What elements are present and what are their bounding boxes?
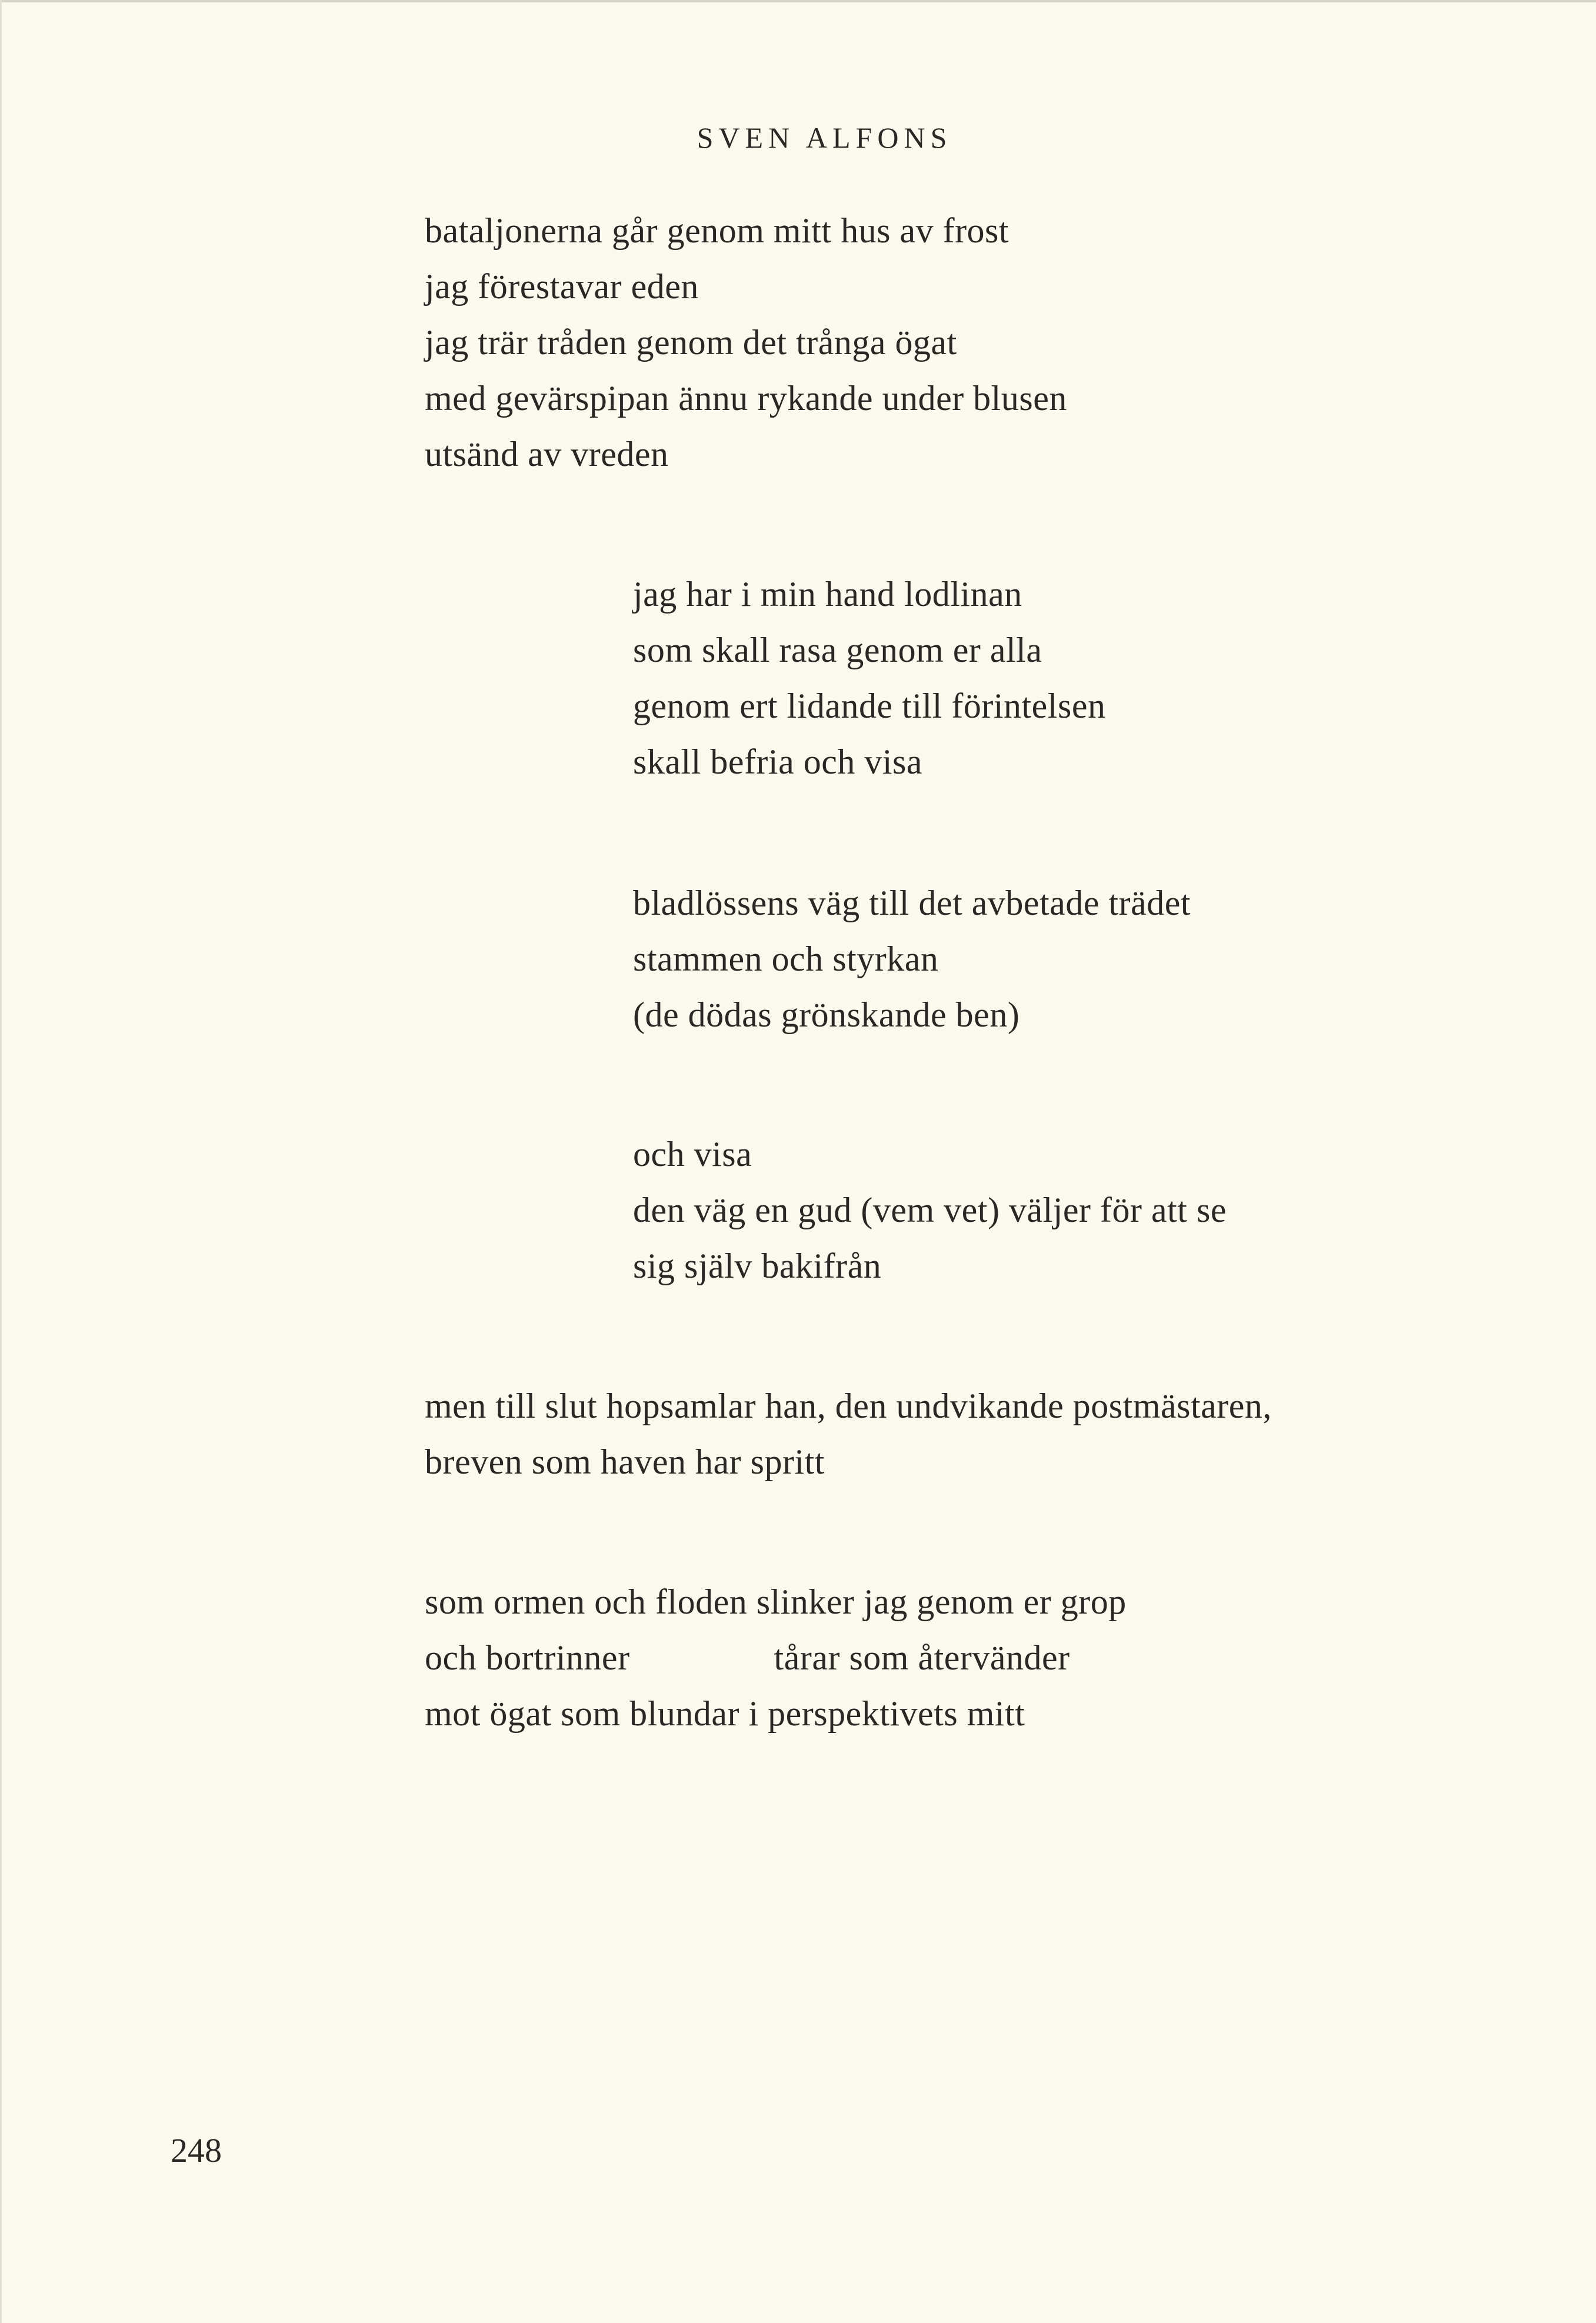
poem-line-split (425, 1640, 1070, 1675)
poem-line: (de dödas grönskande ben) (633, 995, 1020, 1034)
running-head: SVEN ALFONS (697, 121, 952, 154)
poem-line-part: och bortrinner (425, 1638, 630, 1677)
poem-line: genom ert lidande till förintelsen (633, 686, 1106, 725)
poem-line: och visa (633, 1135, 752, 1174)
page-number: 248 (171, 2131, 222, 2169)
poem-line: den väg en gud (vem vet) väljer för att se (633, 1191, 1227, 1229)
poem-line: bataljonerna går genom mitt hus av frost (425, 211, 1009, 250)
poem-line: jag har i min hand lodlinan (633, 575, 1022, 614)
poem-line: mot ögat som blundar i perspektivets mitt (425, 1694, 1025, 1733)
poem-line: sig själv bakifrån (633, 1247, 882, 1285)
poem-line: stammen och styrkan (633, 939, 939, 978)
poem-line: jag trär tråden genom det trånga ögat (425, 323, 957, 362)
poem-line: som skall rasa genom er alla (633, 631, 1042, 669)
poem-line: jag förestavar eden (425, 267, 699, 306)
poem-line: men till slut hopsamlar han, den undvikande postmästaren, (425, 1387, 1272, 1425)
poem-line: skall befria och visa (633, 742, 922, 781)
poem-line: med gevärspipan ännu rykande under blusen (425, 379, 1067, 418)
poem-line: bladlössens väg till det avbetade trädet (633, 884, 1191, 922)
poem-line: breven som haven har spritt (425, 1442, 825, 1481)
poem-line-part: tårar som återvänder (774, 1638, 1070, 1677)
poem-line: utsänd av vreden (425, 435, 669, 474)
poem-line: som ormen och floden slinker jag genom er grop (425, 1582, 1127, 1621)
